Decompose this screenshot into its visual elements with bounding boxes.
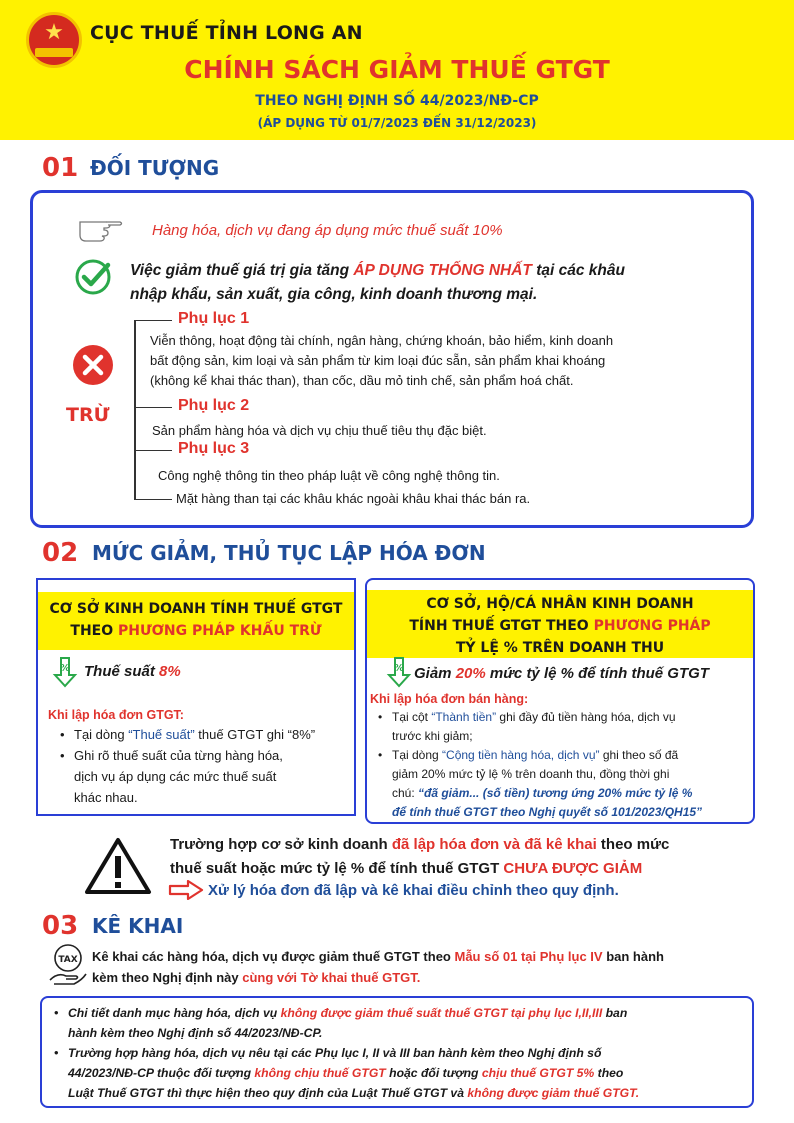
section1-uniform-text: Việc giảm thuế giá trị gia tăng ÁP DỤNG THỐNG NHẤT tại các khâu [130, 262, 625, 279]
percent-down-icon [52, 656, 78, 688]
section3-number: 03 [42, 911, 79, 941]
bracket-tick [134, 499, 172, 500]
section1-uniform-text-line2: nhập khẩu, sản xuất, gia công, kinh doanh thương mại. [130, 286, 538, 303]
warning-action: Xử lý hóa đơn đã lập và kê khai điều chỉnh theo quy định. [208, 882, 619, 899]
list-item: • Trường hợp hàng hóa, dịch vụ nêu tại các Phụ lục I, II và III ban hành kèm theo Nghị định số 44/2023/NĐ-CP thuộc đối tượng không chịu thuế GTGT hoặc đối tượng chịu thuế GTGT 5% theo Luật Thuế GTGT thì thực hiện theo quy định của Luật Thuế GTGT và không được giảm thuế GTGT. [50, 1043, 746, 1103]
annex3-text: Công nghệ thông tin theo pháp luật về công nghệ thông tin. [158, 468, 500, 483]
annex1-text-3: (không kể khai thác than), than cốc, dầu mỏ tinh chế, sản phẩm hoá chất. [150, 373, 574, 388]
tax-hand-icon [48, 942, 88, 986]
section2-number: 02 [42, 538, 79, 568]
section1-number: 01 [42, 153, 79, 183]
notes-list [50, 1003, 746, 1103]
percent-down-icon [386, 656, 412, 688]
bracket-tick [134, 450, 172, 451]
percentage-rate: Giảm 20% mức tỷ lệ % để tính thuế GTGT [414, 665, 709, 682]
page-title: CHÍNH SÁCH GIẢM THUẾ GTGT [184, 55, 610, 84]
decree-subtitle: THEO NGHỊ ĐỊNH SỐ 44/2023/NĐ-CP [255, 93, 539, 109]
national-emblem-icon: ★ [26, 12, 82, 68]
section2-title: MỨC GIẢM, THỦ TỤC LẬP HÓA ĐƠN [92, 541, 486, 565]
list-item: • Tại dòng “Thuế suất” thuế GTGT ghi “8%” [56, 724, 350, 745]
tax-icon-label: TAX [58, 955, 78, 965]
cross-circle-icon [72, 344, 114, 386]
except-label: TRỪ [66, 404, 110, 426]
deduction-method-header: CƠ SỞ KINH DOANH TÍNH THUẾ GTGT THEO PHƯƠNG PHÁP KHẤU TRỪ [38, 592, 354, 650]
section1-title: ĐỐI TƯỢNG [90, 156, 220, 180]
warning-line-1: Trường hợp cơ sở kinh doanh đã lập hóa đơn và đã kê khai theo mức [170, 836, 670, 853]
declaration-line-2: kèm theo Nghị định này cùng với Tờ khai thuế GTGT. [92, 970, 421, 985]
warning-line-2: thuế suất hoặc mức tỷ lệ % để tính thuế GTGT CHƯA ĐƯỢC GIẢM [170, 860, 643, 877]
effective-period: (ÁP DỤNG TỪ 01/7/2023 ĐẾN 31/12/2023) [257, 116, 537, 130]
list-item: • Tại cột “Thành tiền” ghi đầy đủ tiền hàng hóa, dịch vụ trước khi giảm; [374, 708, 752, 746]
annex1-text-1: Viễn thông, hoạt động tài chính, ngân hàng, chứng khoán, bảo hiểm, kinh doanh [150, 333, 614, 348]
annex2-text: Sản phẩm hàng hóa và dịch vụ chịu thuế tiêu thụ đặc biệt. [152, 423, 487, 438]
section1-item-applies: Hàng hóa, dịch vụ đang áp dụng mức thuế suất 10% [152, 222, 503, 239]
annex1-title: Phụ lục 1 [178, 310, 250, 327]
agency-name: CỤC THUẾ TỈNH LONG AN [90, 22, 363, 44]
svg-text:%: % [59, 663, 71, 674]
warning-triangle-icon [84, 836, 152, 896]
annex2-title: Phụ lục 2 [178, 397, 250, 414]
deduction-invoice-label: Khi lập hóa đơn GTGT: [48, 708, 184, 722]
declaration-line-1: Kê khai các hàng hóa, dịch vụ được giảm thuế GTGT theo Mẫu số 01 tại Phụ lục IV ban hành [92, 949, 664, 964]
check-circle-icon [74, 257, 114, 297]
percentage-invoice-list [374, 708, 752, 822]
deduction-invoice-list [56, 724, 350, 808]
annex3-coal-text: Mặt hàng than tại các khâu khác ngoài khâu khai thác bán ra. [176, 491, 531, 506]
right-arrow-icon [168, 880, 204, 900]
annex3-title: Phụ lục 3 [178, 440, 250, 457]
list-item: • Tại dòng “Cộng tiền hàng hóa, dịch vụ” ghi theo số đã giảm 20% mức tỷ lệ % trên doanh thu, đồng thời ghi chú: “đã giảm... (số tiền) tương ứng 20% mức tỷ lệ % để tính thuế GTGT theo Nghị quyết số 101/2023/QH15” [374, 746, 752, 822]
list-item: • Chi tiết danh mục hàng hóa, dịch vụ không được giảm thuế suất thuế GTGT tại phụ lục I,II,III ban hành kèm theo Nghị định số 44/2023/NĐ-CP. [50, 1003, 746, 1043]
annex1-text-2: bất động sản, kim loại và sản phẩm từ kim loại đúc sẵn, sản phẩm khai khoáng [150, 353, 606, 368]
except-bracket [134, 320, 136, 500]
svg-text:%: % [393, 663, 405, 674]
section3-title: KÊ KHAI [92, 914, 184, 938]
list-item: • Ghi rõ thuế suất của từng hàng hóa, dịch vụ áp dụng các mức thuế suất khác nhau. [56, 745, 350, 808]
deduction-rate: Thuế suất 8% [84, 663, 181, 680]
bracket-tick [134, 407, 172, 408]
percentage-invoice-label: Khi lập hóa đơn bán hàng: [370, 692, 529, 706]
percentage-method-header: CƠ SỞ, HỘ/CÁ NHÂN KINH DOANH TÍNH THUẾ GTGT THEO PHƯƠNG PHÁP TỶ LỆ % TRÊN DOANH THU [367, 590, 753, 658]
pointing-hand-icon [78, 212, 124, 242]
bracket-tick [134, 320, 172, 321]
